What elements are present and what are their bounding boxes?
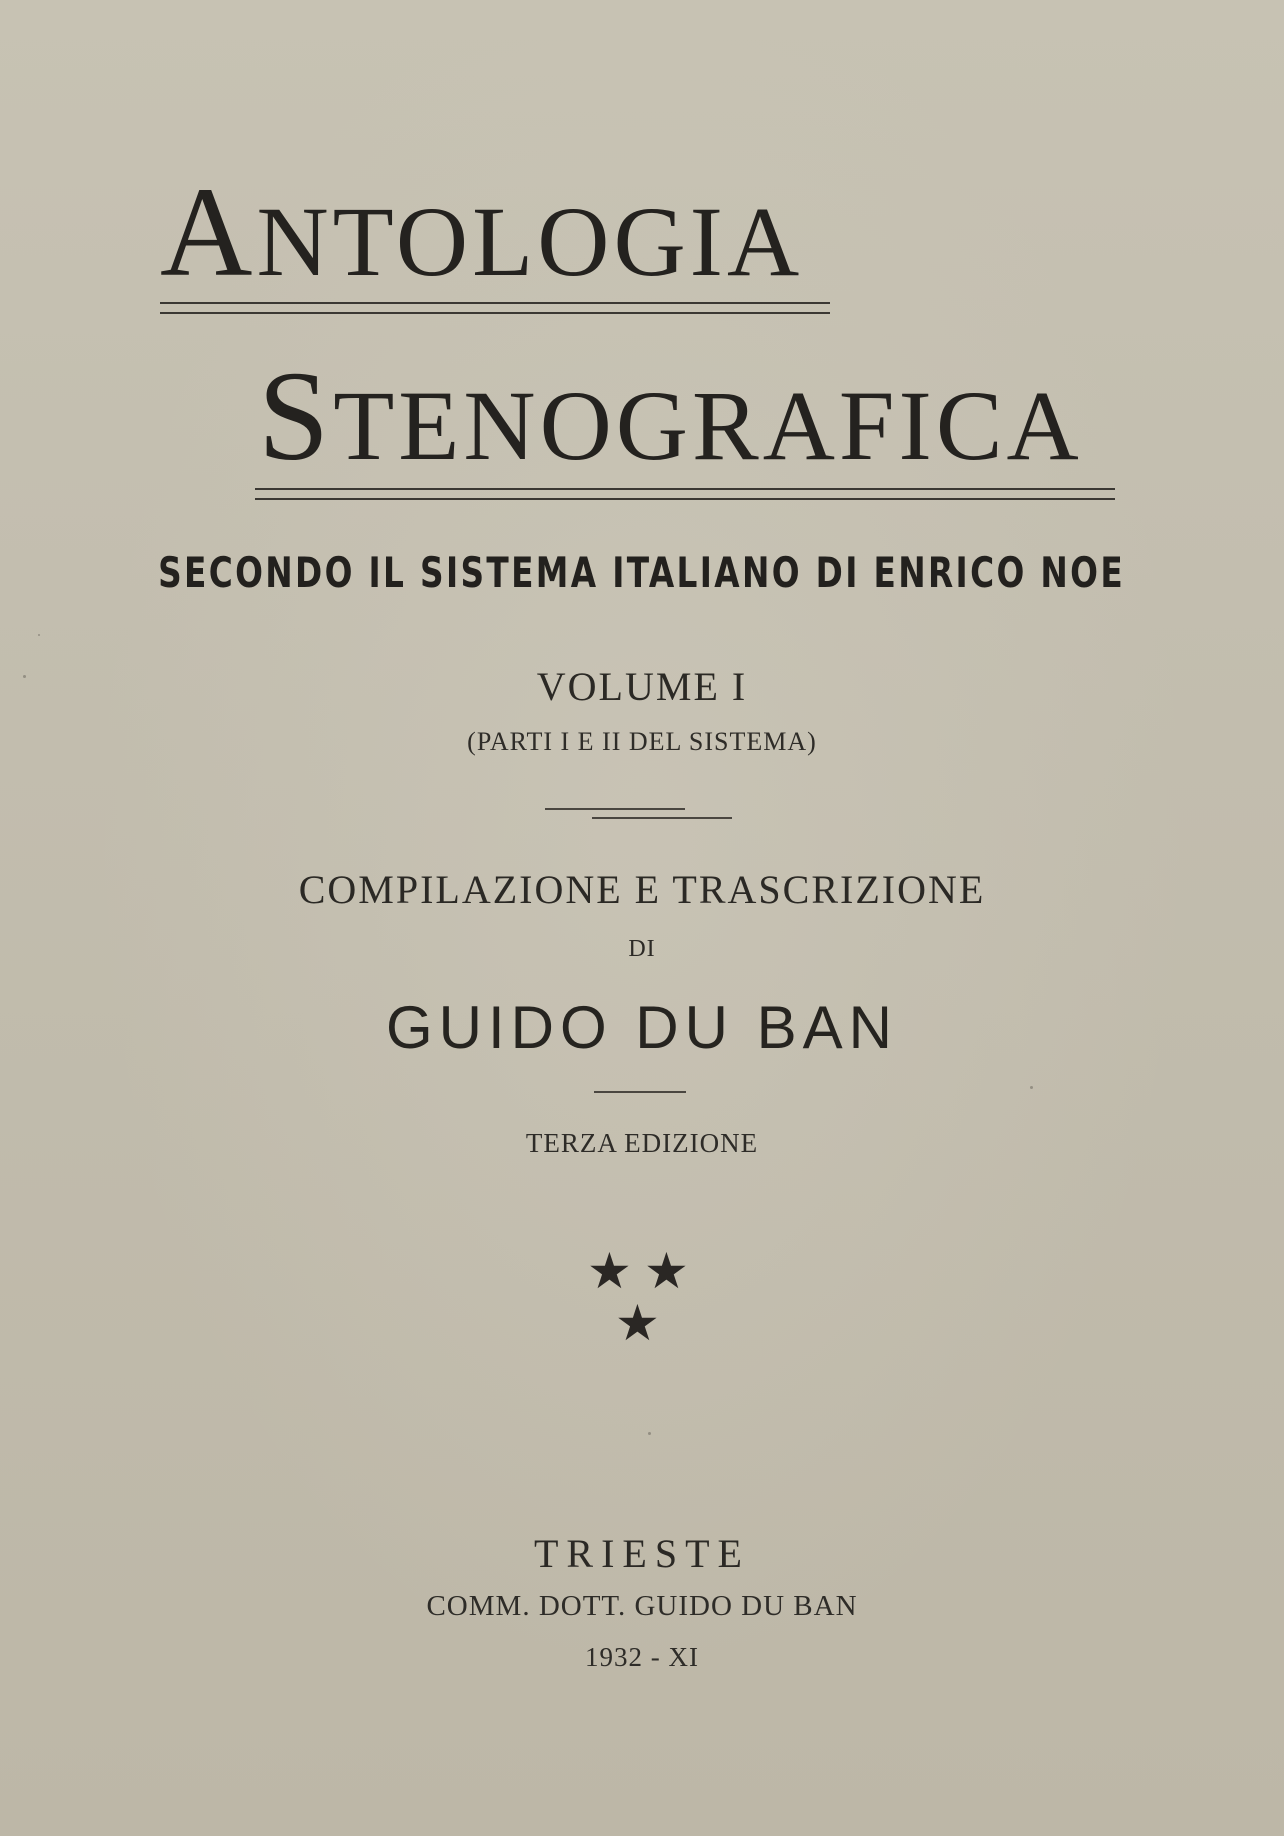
author-divider (594, 1091, 686, 1093)
paper-speck (38, 634, 40, 636)
imprint-year: 1932 - XI (585, 1642, 699, 1672)
title-line-1-initial: A (160, 161, 257, 303)
paper-speck (1030, 1086, 1033, 1089)
star-icon: ★ (644, 1242, 689, 1300)
parts-label: (PARTI I E II DEL SISTEMA) (467, 727, 817, 756)
title-line-2-rest: TENOGRAFICA (333, 370, 1083, 481)
title-underline-1 (160, 302, 830, 314)
compilation-label: COMPILAZIONE E TRASCRIZIONE (298, 867, 986, 912)
edition-label: TERZA EDIZIONE (525, 1128, 759, 1158)
title-line-2-initial: S (258, 345, 334, 487)
volume-label: VOLUME I (536, 664, 748, 709)
title-line-1-rest: NTOLOGIA (256, 186, 804, 297)
star-icon: ★ (587, 1242, 632, 1300)
subtitle: SECONDO IL SISTEMA ITALIANO DI ENRICO NOE (158, 548, 1126, 597)
title-line-2 (258, 345, 1083, 487)
imprint-city: TRIESTE (534, 1531, 750, 1576)
title-line-1 (160, 161, 804, 303)
star-icon: ★ (615, 1294, 660, 1352)
divider-rule-top (545, 808, 685, 810)
divider-rule-bottom (592, 817, 732, 819)
by-label: DI (628, 936, 656, 962)
paper-speck (648, 1432, 651, 1435)
title-underline-2 (255, 488, 1115, 500)
imprint-publisher: COMM. DOTT. GUIDO DU BAN (426, 1590, 858, 1622)
author-name: GUIDO DU BAN (385, 994, 899, 1061)
